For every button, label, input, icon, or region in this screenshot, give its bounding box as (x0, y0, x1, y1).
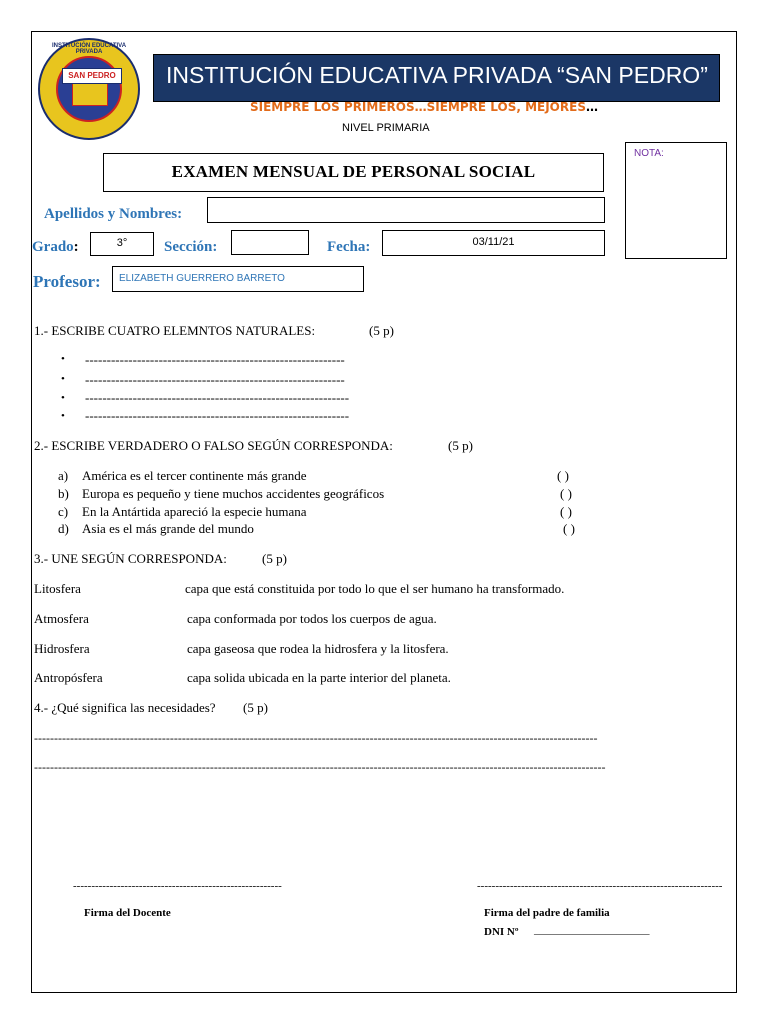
section-field[interactable] (231, 230, 309, 255)
date-field[interactable] (382, 230, 605, 256)
true-false-statement: Asia es el más grande del mundo (82, 521, 254, 536)
true-false-answer-box[interactable]: ( ) (560, 504, 572, 519)
exam-title: EXAMEN MENSUAL DE PERSONAL SOCIAL (103, 153, 604, 192)
school-motto (250, 100, 598, 114)
question-1-text: 1.- ESCRIBE CUATRO ELEMNTOS NATURALES: (34, 323, 316, 338)
section-label: Sección: (164, 239, 218, 255)
grade-field[interactable] (90, 232, 154, 256)
bullet-icon: • (61, 392, 65, 404)
grade-label: Grado: (32, 239, 79, 255)
question-3-text: 3.- UNE SEGÚN CORRESPONDA: (34, 551, 227, 566)
bullet-icon: • (61, 410, 65, 422)
answer-line-4[interactable]: ------------------------------------------------------------- (85, 408, 350, 423)
teacher-signature-line[interactable]: --------------------------------------------------------- (73, 880, 282, 892)
bullet-icon: • (61, 353, 65, 365)
teacher-label: Profesor: (33, 272, 101, 291)
question-4-text: 4.- ¿Qué significa las necesidades? (34, 700, 216, 715)
teacher-field[interactable] (112, 266, 364, 292)
names-field[interactable] (207, 197, 605, 223)
school-name-banner: INSTITUCIÓN EDUCATIVA PRIVADA “SAN PEDRO” (153, 54, 720, 102)
motto-text: SIEMPRE LOS PRIMEROS…SIEMPRE LOS, MEJORES (250, 100, 586, 114)
question-2-text: 2.- ESCRIBE VERDADERO O FALSO SEGÚN CORRESPONDA: (34, 438, 393, 453)
true-false-statement: En la Antártida apareció la especie humana (82, 504, 307, 519)
dni-line[interactable]: _____________________ (534, 924, 650, 936)
motto-ellipsis: … (585, 100, 598, 114)
true-false-answer-box[interactable]: ( ) (563, 521, 575, 536)
nota-label: NOTA: (634, 148, 664, 159)
true-false-answer-box[interactable]: ( ) (560, 486, 572, 501)
match-term[interactable]: Atmosfera (34, 611, 89, 626)
parent-signature-line[interactable]: ------------------------------------------------------------------- (477, 880, 723, 892)
item-letter: c) (58, 504, 69, 519)
names-label: Apellidos y Nombres: (44, 206, 183, 222)
dni-label: DNI Nº (484, 926, 519, 938)
item-letter: a) (58, 468, 69, 483)
teacher-value: ELIZABETH GUERRERO BARRETO (119, 273, 285, 284)
grade-score-box[interactable] (625, 142, 727, 259)
parent-signature-label: Firma del padre de familia (484, 907, 610, 919)
true-false-answer-box[interactable]: ( ) (557, 468, 569, 483)
answer-line-q4-2[interactable]: ----------------------------------------------------------------------------------------------------------------------------------------------- (34, 760, 606, 774)
question-1-points: (5 p) (369, 323, 394, 338)
grade-value: 3° (116, 237, 128, 249)
match-definition[interactable]: capa solida ubicada en la parte interior del planeta. (187, 670, 451, 685)
bullet-icon: • (61, 373, 65, 385)
school-logo (38, 38, 140, 140)
question-4-points: (5 p) (243, 700, 268, 715)
match-term[interactable]: Hidrosfera (34, 641, 90, 656)
match-definition[interactable]: capa conformada por todos los cuerpos de agua. (187, 611, 437, 626)
school-level: NIVEL PRIMARIA (342, 122, 430, 134)
teacher-signature-label: Firma del Docente (84, 907, 171, 919)
logo-badge: SAN PEDRO (62, 68, 122, 84)
true-false-statement: América es el tercer continente más grande (82, 468, 307, 483)
answer-line-3[interactable]: ------------------------------------------------------------- (85, 390, 350, 405)
logo-emblem (56, 56, 122, 122)
true-false-statement: Europa es pequeño y tiene muchos accidentes geográficos (82, 486, 385, 501)
question-2-points: (5 p) (448, 438, 473, 453)
item-letter: b) (58, 486, 69, 501)
answer-line-q4-1[interactable]: --------------------------------------------------------------------------------------------------------------------------------------------- (34, 731, 598, 745)
date-value: 03/11/21 (472, 236, 515, 248)
date-label: Fecha: (327, 239, 371, 255)
answer-line-1[interactable]: ------------------------------------------------------------ (85, 352, 345, 367)
match-definition[interactable]: capa que está constituida por todo lo que el ser humano ha transformado. (185, 581, 565, 596)
logo-ring-text: INSTITUCIÓN EDUCATIVA PRIVADA (51, 43, 127, 55)
match-definition[interactable]: capa gaseosa que rodea la hidrosfera y la litosfera. (187, 641, 449, 656)
match-term[interactable]: Antropósfera (34, 670, 103, 685)
answer-line-2[interactable]: ------------------------------------------------------------ (85, 372, 345, 387)
question-3-points: (5 p) (262, 551, 287, 566)
item-letter: d) (58, 521, 69, 536)
match-term[interactable]: Litosfera (34, 581, 81, 596)
